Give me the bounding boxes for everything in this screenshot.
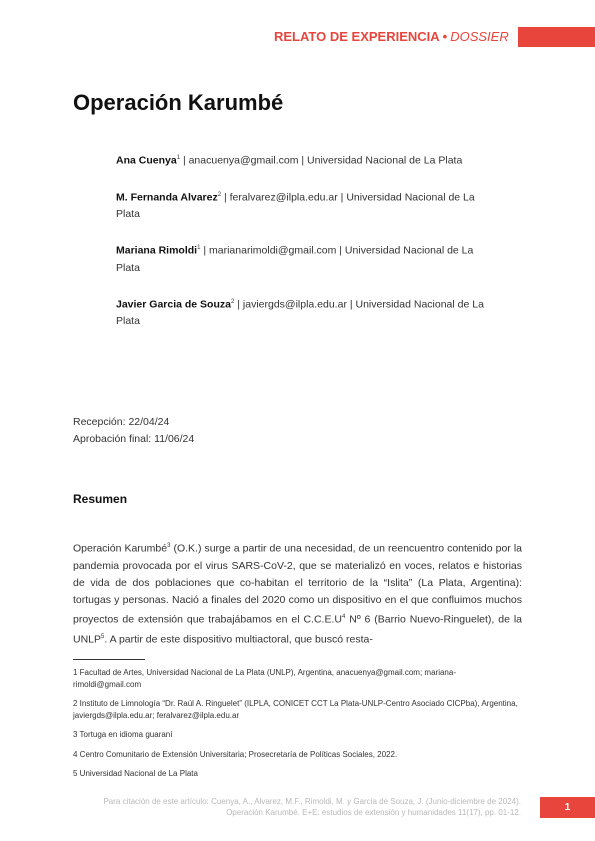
submission-dates	[73, 414, 194, 448]
header-separator: •	[442, 29, 448, 44]
author-entry	[116, 150, 486, 170]
abstract-text-part: . A partir de este dispositivo multiactoral, que buscó resta-	[104, 633, 373, 646]
author-entry	[116, 240, 486, 277]
author-entry	[116, 294, 486, 331]
approved-date: Aprobación final: 11/06/24	[73, 433, 195, 445]
header-category: DOSSIER	[450, 29, 509, 44]
header-section: RELATO DE EXPERIENCIA	[274, 29, 440, 44]
author-footnote-mark: 1	[176, 155, 181, 161]
abstract-text-part: Nº 6 (Barrio Nuevo-Ringuelet), de la UNLP	[73, 613, 522, 646]
footnote: 2 Instituto de Limnología “Dr. Raúl A. Ringuelet” (ILPLA, CONICET CCT La Plata-UNLP-Centro Asociado CICPba), Argentina, javiergds@ilpla.edu.ar; feralvarez@ilpla.edu.ar	[73, 699, 518, 720]
author-details: | marianarimoldi@gmail.com | Universidad Nacional de La Plata	[116, 244, 474, 274]
author-name: Ana Cuenya	[116, 154, 177, 167]
footnote-ref: 5	[101, 634, 105, 641]
author-footnote-mark: 2	[230, 298, 235, 305]
page-number: 1	[540, 797, 595, 818]
header-label	[274, 27, 509, 47]
article-title: Operación Karumbé	[73, 90, 284, 115]
author-details: | feralvarez@ilpla.edu.ar | Universidad Nacional de La Plata	[116, 191, 475, 220]
footnotes	[73, 667, 522, 788]
footnote-ref: 4	[341, 614, 346, 621]
received-date: Recepción: 22/04/24	[73, 416, 170, 428]
footnote: 1 Facultad de Artes, Universidad Nacional de La Plata (UNLP), Argentina, anacuenya@gmail.com; mariana-rimoldi@gmail.com	[73, 668, 456, 689]
abstract-heading: Resumen	[73, 492, 128, 506]
footnote: 5 Universidad Nacional de La Plata	[73, 769, 198, 778]
author-name: Javier Garcia de Souza	[116, 298, 231, 310]
footnote-divider	[73, 659, 145, 660]
footnote: 3 Tortuga en idioma guaraní	[73, 730, 173, 739]
author-name: Mariana Rimoldi	[116, 244, 198, 257]
footnote: 4 Centro Comunitario de Extensión Universitaria; Prosecretaría de Políticas Sociales, 2022.	[73, 749, 398, 759]
author-footnote-mark: 1	[197, 245, 201, 251]
abstract-text-part: (O.K.) surge a partir de una necesidad, de un reencuentro contenido por la pandemia provocada por el virus SARS-CoV-2, que se materializó en voces, relatos e historias de vida de dos poblaciones que co-habitan el territorio de la “Islita” (La Plata, Argentina): tortugas y personas. Nació a finales del 2020 como un dispositivo en el que confluimos muchos proyectos de extensión que trabajábamos en el C.C.E.U	[73, 542, 523, 626]
author-details: | anacuenya@gmail.com | Universidad Nacional de La Plata	[180, 154, 463, 167]
author-entry	[116, 187, 486, 224]
citation-note: Para citación de este artículo: Cuenya, A., Alvarez, M.F., Rimoldi, M. y Garcia de Souza, J. (Junio-diciembre de 2024). Operación Karumbé. E+E: estudios de extensión y humanidades 11(17), pp. 01-12.	[103, 797, 521, 817]
header-accent-block	[518, 27, 595, 47]
author-details: | javiergds@ilpla.edu.ar | Universidad Nacional de La Plata	[116, 298, 484, 327]
abstract-paragraph	[73, 538, 522, 649]
footnote-ref: 3	[167, 543, 171, 549]
author-name: M. Fernanda Alvarez	[116, 191, 218, 203]
running-header	[274, 27, 595, 47]
author-footnote-mark: 2	[217, 191, 222, 198]
abstract-text-part: Operación Karumbé	[73, 542, 168, 555]
author-list	[116, 150, 486, 347]
